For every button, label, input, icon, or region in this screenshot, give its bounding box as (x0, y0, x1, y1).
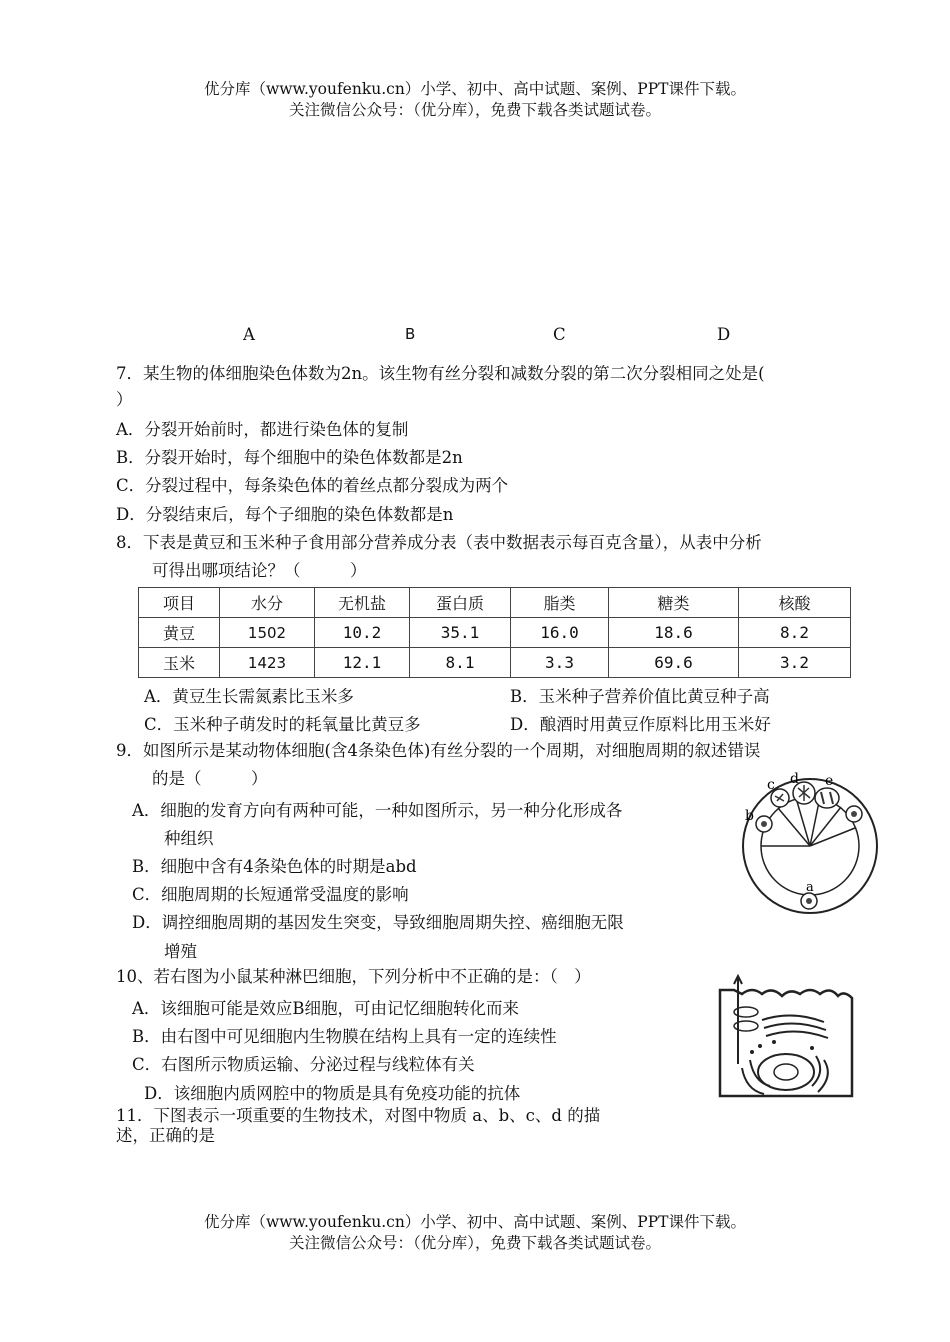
table-cell: 1423 (220, 648, 315, 678)
q9-stem-line-1: 9．如图所示是某动物体细胞(含4条染色体)有丝分裂的一个周期，对细胞周期的叙述错误 (116, 741, 761, 760)
q9-option-a-line-2: 种组织 (164, 829, 214, 848)
q9-option-b: B．细胞中含有4条染色体的时期是abd (132, 857, 417, 876)
table-header-cell: 水分 (220, 588, 315, 618)
table-cell: 10.2 (315, 618, 410, 648)
table-cell: 35.1 (410, 618, 511, 648)
cell-daughter-icon (846, 806, 862, 822)
table-header-cell: 蛋白质 (410, 588, 511, 618)
q7-option-b: B．分裂开始时，每个细胞中的染色体数都是2n (116, 448, 463, 467)
q9-option-d-line-1: D．调控细胞周期的基因发生突变，导致细胞周期失控、癌细胞无限 (132, 913, 624, 932)
q7-option-a: A．分裂开始前时，都进行染色体的复制 (116, 420, 409, 439)
table-cell: 1502 (220, 618, 315, 648)
cell-e-icon (815, 788, 839, 808)
table-row (139, 618, 851, 648)
cell-b-icon (756, 816, 772, 832)
q8-option-a: A．黄豆生长需氮素比玉米多 (144, 687, 354, 706)
table-row (139, 648, 851, 678)
q10-stem: 10、若右图为小鼠某种淋巴细胞，下列分析中不正确的是：（ ） (116, 967, 591, 986)
q10-option-c: C．右图所示物质运输、分泌过程与线粒体有关 (132, 1055, 475, 1074)
table-header-cell: 糖类 (609, 588, 739, 618)
table-cell: 3.3 (511, 648, 609, 678)
table-cell: 8.1 (410, 648, 511, 678)
figure-label-a: A (243, 325, 255, 344)
figure-label-d: D (717, 325, 731, 344)
table-header-cell: 核酸 (739, 588, 851, 618)
label-d: d (790, 771, 799, 787)
cell-cycle-diagram (738, 770, 888, 915)
lymphocyte-cell-diagram (712, 972, 860, 1104)
cell-a-icon (801, 893, 817, 909)
q7-option-d: D．分裂结束后，每个子细胞的染色体数都是n (116, 505, 454, 524)
label-c: c (767, 777, 775, 793)
q11-stem-line-2: 述，正确的是 (116, 1126, 215, 1145)
q9-option-c: C．细胞周期的长短通常受温度的影响 (132, 885, 409, 904)
figure-label-b: B (405, 325, 416, 343)
q7-stem-line-2: ） (116, 390, 133, 409)
table-cell: 8.2 (739, 618, 851, 648)
label-b: b (745, 808, 754, 824)
label-a: a (806, 880, 814, 895)
table-header-cell: 项目 (139, 588, 220, 618)
footer-line-2: 关注微信公众号：（优分库），免费下载各类试题试卷。 (288, 1234, 661, 1252)
q9-stem-line-2: 的是（ ） (152, 769, 268, 788)
nutrition-table (138, 587, 851, 678)
q9-option-d-line-2: 增殖 (164, 942, 197, 961)
table-cell: 16.0 (511, 618, 609, 648)
header-line-1: 优分库（www.youfenku.cn）小学、初中、高中试题、案例、PPT课件下载。 (203, 80, 747, 98)
q9-option-a-line-1: A．细胞的发育方向有两种可能，一种如图所示，另一种分化形成各 (132, 801, 623, 820)
table-cell: 3.2 (739, 648, 851, 678)
q10-option-d: D．该细胞内质网腔中的物质是具有免疫功能的抗体 (144, 1084, 521, 1103)
table-header-cell: 脂类 (511, 588, 609, 618)
q8-option-d: D．酿酒时用黄豆作原料比用玉米好 (510, 715, 771, 734)
q10-option-b: B．由右图中可见细胞内生物膜在结构上具有一定的连续性 (132, 1027, 557, 1046)
table-cell: 玉米 (139, 648, 220, 678)
table-header-row (139, 588, 851, 618)
table-cell: 69.6 (609, 648, 739, 678)
q11-stem-line-1: 11．下图表示一项重要的生物技术，对图中物质 a、b、c、d 的描 (116, 1106, 601, 1125)
q8-stem-line-2: 可得出哪项结论？（ ） (152, 561, 367, 580)
q8-option-c: C．玉米种子萌发时的耗氧量比黄豆多 (144, 715, 421, 734)
table-cell: 12.1 (315, 648, 410, 678)
table-cell: 18.6 (609, 618, 739, 648)
q7-option-c: C．分裂过程中，每条染色体的着丝点都分裂成为两个 (116, 476, 509, 495)
q8-option-b: B．玉米种子营养价值比黄豆种子高 (510, 687, 770, 706)
header-line-2: 关注微信公众号：（优分库），免费下载各类试题试卷。 (288, 101, 661, 119)
q10-option-a: A．该细胞可能是效应B细胞，可由记忆细胞转化而来 (132, 999, 520, 1018)
footer-line-1: 优分库（www.youfenku.cn）小学、初中、高中试题、案例、PPT课件下载。 (203, 1213, 747, 1231)
q8-stem-line-1: 8．下表是黄豆和玉米种子食用部分营养成分表（表中数据表示每百克含量），从表中分析 (116, 533, 762, 552)
figure-label-c: C (553, 325, 566, 344)
label-e: e (825, 773, 834, 789)
q7-stem-line-1: 7．某生物的体细胞染色体数为2n。该生物有丝分裂和减数分裂的第二次分裂相同之处是( (116, 364, 765, 383)
table-header-cell: 无机盐 (315, 588, 410, 618)
table-cell: 黄豆 (139, 618, 220, 648)
